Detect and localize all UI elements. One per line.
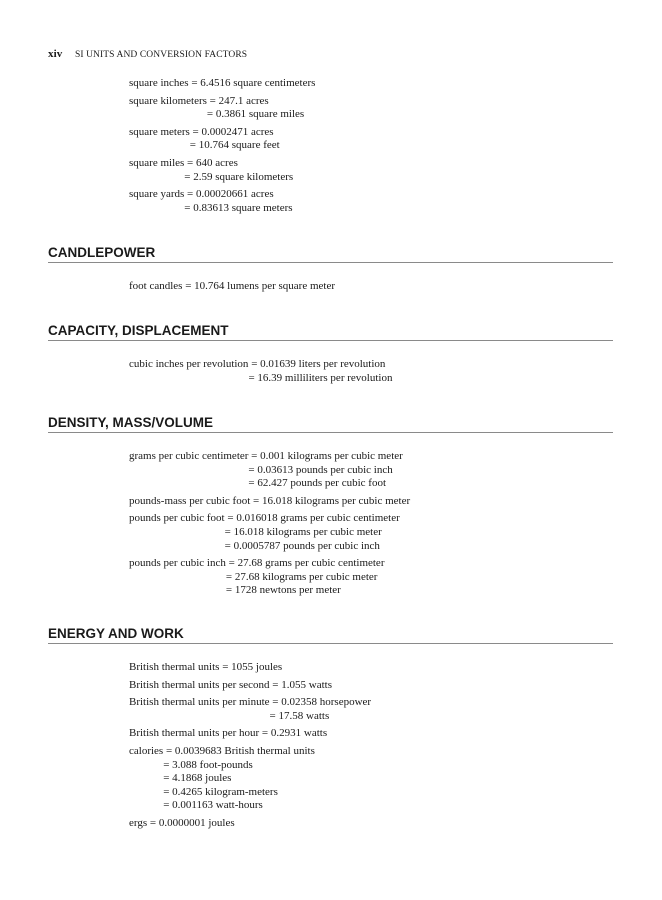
unit-value: 16.018 kilograms per cubic meter — [233, 526, 382, 538]
section-title: CAPACITY, DISPLACEMENT — [48, 323, 613, 341]
unit-value: 1728 newtons per meter — [234, 584, 341, 597]
conversion-entry: British thermal units = 1055 joules — [129, 661, 283, 673]
unit-label: British thermal units — [129, 661, 220, 673]
unit-value: 4.1868 joules — [172, 772, 232, 785]
section-title: DENSITY, MASS/VOLUME — [48, 415, 613, 433]
unit-label: British thermal units per second — [129, 678, 270, 691]
conversion-entry: foot candles = 10.764 lumens per square meter — [129, 280, 335, 292]
unit-value: 62.427 pounds per cubic foot — [257, 477, 387, 490]
section-title: CANDLEPOWER — [48, 245, 613, 263]
unit-value: 2.59 square kilometers — [193, 170, 294, 183]
conversion-entry: square meters = 0.0002471 acres — [129, 125, 274, 138]
conversion-continuation: = 10.764 square feet — [189, 139, 280, 152]
conversion-continuation: = 0.0005787 pounds per cubic inch — [224, 539, 380, 552]
page-number: xiv — [48, 48, 63, 60]
conversion-continuation: = 2.59 square kilometers — [184, 170, 294, 183]
unit-label: pounds per cubic foot — [129, 512, 225, 525]
conversion-entry: grams per cubic centimeter = 0.001 kilograms per cubic meter — [129, 450, 403, 462]
conversion-continuation: = 17.58 watts — [269, 709, 330, 722]
running-head-title: SI UNITS AND CONVERSION FACTORS — [74, 50, 248, 60]
unit-label: grams per cubic centimeter — [129, 450, 249, 462]
unit-value: 27.68 grams per cubic centimeter — [237, 557, 385, 570]
unit-label: cubic inches per revolution — [129, 358, 249, 370]
unit-value: 10.764 square feet — [198, 139, 280, 152]
conversion-entry: square yards = 0.00020661 acres — [129, 188, 274, 201]
conversion-continuation: = 27.68 kilograms per cubic meter — [225, 570, 378, 583]
conversion-continuation: = 0.4265 kilogram-meters — [163, 785, 278, 798]
conversion-continuation: = 16.018 kilograms per cubic meter — [224, 526, 382, 538]
unit-label: square miles — [129, 157, 185, 169]
conversion-continuation: = 62.427 pounds per cubic foot — [248, 477, 387, 490]
unit-value: 6.4516 square centimeters — [200, 77, 316, 89]
unit-value: 0.01639 liters per revolution — [260, 358, 386, 370]
unit-value: 1055 joules — [231, 661, 283, 673]
conversion-continuation: = 3.088 foot-pounds — [163, 758, 253, 771]
unit-label: pounds per cubic inch — [129, 557, 226, 570]
unit-value: 0.016018 grams per cubic centimeter — [236, 512, 400, 525]
unit-label: calories — [129, 745, 164, 757]
unit-label: square inches — [129, 77, 189, 89]
unit-label: square kilometers — [129, 94, 207, 107]
conversion-continuation: = 0.3861 square miles — [206, 108, 305, 121]
conversion-entry: square kilometers = 247.1 acres — [129, 94, 269, 107]
section-title: ENERGY AND WORK — [48, 626, 613, 644]
conversion-entry: British thermal units per minute = 0.02358 horsepower — [129, 696, 372, 709]
unit-value: 0.83613 square meters — [193, 201, 293, 214]
conversion-entry: pounds-mass per cubic foot = 16.018 kilograms per cubic meter — [129, 494, 411, 507]
unit-label: pounds-mass per cubic foot — [129, 494, 251, 507]
conversion-continuation: = 0.83613 square meters — [184, 201, 293, 214]
unit-value: 17.58 watts — [278, 709, 330, 722]
unit-value: 16.39 milliliters per revolution — [257, 371, 393, 384]
unit-label: ergs — [129, 817, 148, 829]
unit-label: British thermal units per minute — [129, 696, 270, 709]
conversion-entry: pounds per cubic inch = 27.68 grams per cubic centimeter — [129, 557, 385, 570]
unit-value: 0.0039683 British thermal units — [174, 745, 315, 757]
unit-value: 247.1 acres — [218, 94, 269, 107]
unit-label: British thermal units per hour — [129, 727, 260, 740]
conversion-entry: ergs = 0.0000001 joules — [129, 817, 235, 829]
conversion-entry: calories = 0.0039683 British thermal units — [129, 745, 315, 757]
running-head — [48, 48, 247, 60]
unit-value: 0.03613 pounds per cubic inch — [257, 463, 393, 476]
unit-value: 0.3861 square miles — [215, 108, 305, 121]
conversion-entry: British thermal units per hour = 0.2931 watts — [129, 727, 328, 740]
unit-value: 10.764 lumens per square meter — [194, 280, 335, 292]
conversion-continuation: = 16.39 milliliters per revolution — [248, 371, 393, 384]
unit-value: 0.4265 kilogram-meters — [172, 785, 278, 798]
unit-value: 0.001 kilograms per cubic meter — [260, 450, 403, 462]
unit-label: square meters — [129, 125, 190, 138]
unit-value: 0.0000001 joules — [158, 817, 235, 829]
unit-value: 0.001163 watt-hours — [172, 799, 263, 812]
conversion-continuation: = 0.001163 watt-hours — [163, 799, 263, 812]
conversion-entry: square miles = 640 acres — [129, 157, 238, 169]
unit-label: foot candles — [129, 280, 183, 292]
unit-value: 0.2931 watts — [270, 727, 328, 740]
unit-value: 0.0005787 pounds per cubic inch — [233, 539, 380, 552]
unit-value: 16.018 kilograms per cubic meter — [262, 494, 411, 507]
unit-value: 640 acres — [196, 157, 238, 169]
unit-value: 27.68 kilograms per cubic meter — [234, 570, 378, 583]
conversion-entry: pounds per cubic foot = 0.016018 grams per cubic centimeter — [129, 512, 400, 525]
conversion-entry: cubic inches per revolution = 0.01639 liters per revolution — [129, 358, 386, 370]
unit-value: 0.02358 horsepower — [281, 696, 372, 709]
unit-label: square yards — [129, 188, 185, 201]
unit-value: 0.0002471 acres — [201, 125, 274, 138]
unit-value: 0.00020661 acres — [196, 188, 274, 201]
conversion-continuation: = 1728 newtons per meter — [225, 584, 341, 597]
unit-value: 3.088 foot-pounds — [172, 758, 253, 771]
conversion-continuation: = 4.1868 joules — [163, 772, 232, 785]
conversion-entry: British thermal units per second = 1.055 watts — [129, 678, 332, 691]
unit-value: 1.055 watts — [281, 678, 332, 691]
conversion-continuation: = 0.03613 pounds per cubic inch — [248, 463, 393, 476]
conversion-entry: square inches = 6.4516 square centimeters — [129, 77, 316, 89]
